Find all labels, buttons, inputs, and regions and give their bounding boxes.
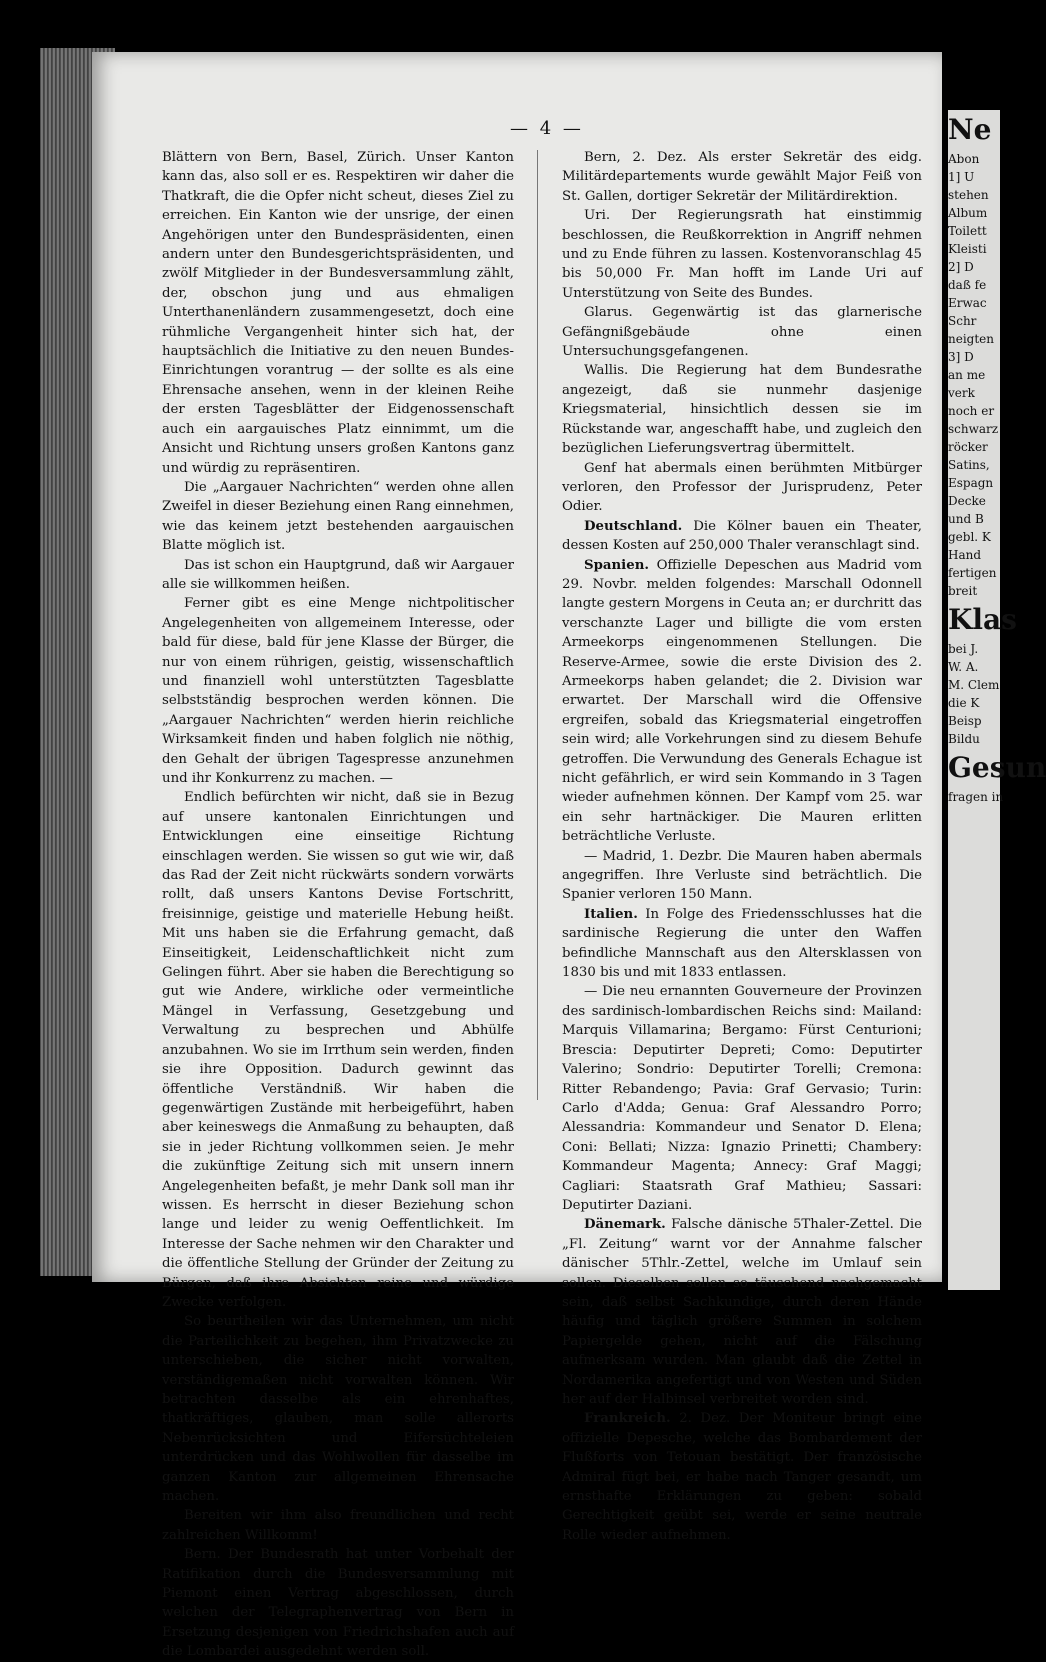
adjacent-line: Toilett xyxy=(948,224,987,238)
item-heading: Spanien. xyxy=(584,557,649,573)
adjacent-line: verk xyxy=(948,386,975,400)
item-heading: Italien. xyxy=(584,906,638,922)
adjacent-line: an me xyxy=(948,368,986,382)
column-divider xyxy=(537,150,538,1100)
item-text: Uri. Der Regierungsrath hat einstimmig beschlossen, die Reußkorrektion in Angriff nehmen und zu Ende führen zu lassen. Kostenvoranschlag 45 bis 50,000 Fr. Man hofft im Lande Uri auf Unterstützung von Seite des Bundes. xyxy=(562,208,922,301)
adjacent-line: noch er xyxy=(948,404,995,418)
adjacent-line: neigten xyxy=(948,332,995,346)
paragraph: Blättern von Bern, Basel, Zürich. Unser Kanton kann das, also soll er es. Respektiren wir daher die Thatkraft, die die Opfer nicht scheut, dieses Ziel zu erreichen. Ein Kanton wie der unsrige, der einen Angehörigen unter den Bundespräsidenten, einen andern unter den Bundesgerichtspräsidenten, und zwölf Mitglieder in der Bundesversammlung zählt, der, obschon jung und aus ehmaligen Unterthanenländern zusammengesetzt, doch eine rühmliche Vergangenheit hinter sich hat, der hauptsächlich die Initiative zu den neuen Bundes-Einrichtungen vorantrug — der sollte es als eine Ehrensache ansehen, wenn in der kleinen Reihe der ersten Tagesblätter der Eidgenossenschaft auch ein aargauisches Platz einnimmt, um die Ansicht und Richtung unsers großen Kantons ganz und würdig zu repräsentiren. xyxy=(162,150,514,476)
item-text: Die Kölner bauen ein Theater, dessen Kosten auf 250,000 Thaler veranschlagt sind. xyxy=(562,518,922,554)
item-heading: Deutschland. xyxy=(584,518,683,534)
adjacent-line: Hand xyxy=(948,548,982,562)
adjacent-line: Decke xyxy=(948,494,986,508)
adjacent-line: Ne xyxy=(948,113,992,146)
news-item xyxy=(562,1409,922,1545)
item-text: — Madrid, 1. Dezbr. Die Mauren haben abermals angegriffen. Ihre Verluste sind beträchtlich. Die Spanier verloren 150 Mann. xyxy=(562,848,922,903)
item-text: Bern, 2. Dez. Als erster Sekretär des eidg. Militärdepartements wurde gewählt Major Feiß von St. Gallen, dortiger Sekretär der Militärdirektion. xyxy=(562,150,922,204)
item-text: Genf hat abermals einen berühmten Mitbürger verloren, den Professor der Jurisprudenz, Peter Odier. xyxy=(562,460,922,515)
item-text: — Die neu ernannten Gouverneure der Provinzen des sardinisch-lombardischen Reichs sind: Mailand: Marquis Villamarina; Bergamo: Fürst Centurioni; Brescia: Deputirter Depreti; Como: Deputirter Valerino; Sondrio: Deputirter Torelli; Cremona: Ritter Rebandengo; Pavia: Graf Gervasio; Turin: Carlo d'Adda; Genua: Graf Alessandro Porro; Alessandria: Kommandeur und Senator D. Elena; Coni: Bellati; Nizza: Ignazio Prinetti; Chambery: Kommandeur Magenta; Annecy: Graf Maggi; Cagliari: Staatsrath Graf Mathieu; Sassari: Deputirter Daziani. xyxy=(562,984,922,1213)
adjacent-line: W. A. xyxy=(948,660,979,674)
news-item xyxy=(562,459,922,517)
adjacent-line: Kleisti xyxy=(948,242,987,256)
item-heading: Dänemark. xyxy=(584,1217,666,1233)
adjacent-line: röcker xyxy=(948,440,988,454)
item-text: 2. Dez. Der Moniteur bringt eine offizielle Depesche, welche das Bombardement der Flußforts von Tetouan bestätigt. Der französische Admiral fügt bei, er habe nach Tanger gesandt, um ernsthafte Erklärungen zu geben: sobald Gerechtigkeit geübt sei, werde er seine neutrale Rolle wieder aufnehmen. xyxy=(562,1411,922,1543)
news-item xyxy=(562,517,922,556)
adjacent-line: Beisp xyxy=(948,714,982,728)
adjacent-line: bei J. xyxy=(948,642,979,656)
adjacent-line: daß fe xyxy=(948,278,987,292)
news-item xyxy=(562,361,922,458)
news-item xyxy=(562,556,922,847)
adjacent-line: die K xyxy=(948,696,980,710)
paragraph: Ferner gibt es eine Menge nichtpolitischer Angelegenheiten von allgemeinem Interesse, oder bald für diese, bald für jene Klasse der Bürger, die nur von einem rührigen, geistig, wissenschaftlich und finanziell wohl unterstützten Tagesblatte selbstständig besprochen werden können. Die „Aargauer Nachrichten“ werden hierin reichliche Wirksamkeit finden und haben folglich nie nöthig, den Gehalt der übrigen Tagespresse anzunehmen und ihr Konkurrenz zu machen. — xyxy=(162,596,514,786)
adjacent-line: Abon xyxy=(948,152,980,166)
item-text: Glarus. Gegenwärtig ist das glarnerische Gefängnißgebäude ohne einen Untersuchungsgefangenen. xyxy=(562,305,922,360)
paragraph: Endlich befürchten wir nicht, daß sie in Bezug auf unsere kantonalen Einrichtungen und Entwicklungen eine einseitige Richtung einschlagen werden. Sie wissen so gut wie wir, daß das Rad der Zeit nicht rückwärts sondern vorwärts rollt, daß unsers Kantons Devise Fortschritt, freisinnige, geistige und materielle Hebung heißt. Mit uns haben sie die Erfahrung gemacht, daß Einseitigkeit, Leidenschaftlichkeit nicht zum Gelingen führt. Aber sie haben die Berechtigung so gut wie Andere, wirkliche oder vermeintliche Mängel in Verfassung, Gesetzgebung und Verwaltung zu besprechen und Abhülfe anzubahnen. Wo sie im Irrthum sein werden, finden sie ihre Opposition. Dadurch gewinnt das öffentliche Verständniß. Wir haben die gegenwärtigen Zustände mit herbeigeführt, haben aber keineswegs die Anmaßung zu behaupten, daß sie in jeder Richtung vollkommen seien. Je mehr die zukünftige Zeitung sich mit unsern innern Angelegenheiten befaßt, je mehr Dank soll man ihr wissen. Es herrscht in dieser Beziehung schon lange und leider zu wenig Oeffentlichkeit. Im Interesse der Sache nehmen wir den Charakter und die öffentliche Stellung der Gründer der Zeitung zu Bürgen, daß ihre Absichten reine und würdige Zwecke verfolgen. xyxy=(162,790,514,1310)
adjacent-line: und B xyxy=(948,512,984,526)
news-item xyxy=(562,1215,922,1409)
adjacent-line: Erwac xyxy=(948,296,987,310)
item-heading: Frankreich. xyxy=(584,1411,671,1427)
adjacent-line: breit xyxy=(948,584,978,598)
adjacent-line: schwarz xyxy=(948,422,999,436)
adjacent-line: 1] U xyxy=(948,170,975,184)
news-item xyxy=(562,847,922,905)
left-column xyxy=(162,148,514,1662)
item-text: In Folge des Friedensschlusses hat die sardinische Regierung die unter den Waffen befindliche Mannschaft aus den Altersklassen von 1830 bis und mit 1833 entlassen. xyxy=(562,906,922,981)
news-item xyxy=(562,905,922,983)
adjacent-line: Album xyxy=(948,206,988,220)
adjacent-line: Espagn xyxy=(948,476,994,490)
item-text: Offizielle Depeschen aus Madrid vom 29. Novbr. melden folgendes: Marschall Odonnell langte gestern Morgens in Ceuta an; er durchritt das verschanzte Lager und billigte die vom ersten Armeekorps eingenommenen Stellungen. Die Reserve-Armee, sowie die erste Division des 2. Armeekorps haben gelandet; die 2. Division war erwartet. Der Marschall wird die Offensive ergreifen, sobald das Kriegsmaterial eingetroffen sein wird; alle Vorkehrungen sind zu diesem Behufe getroffen. Die Verwundung des Generals Echague ist nicht gefährlich, er wird sein Kommando in 3 Tagen wieder aufnehmen können. Der Kampf vom 25. war ein sehr hartnäckiger. Die Mauren erlitten beträchtliche Verluste. xyxy=(562,557,922,845)
news-item xyxy=(562,303,922,361)
adjacent-page-fragment xyxy=(948,110,1046,1290)
adjacent-line: fertigen xyxy=(948,566,997,580)
right-column xyxy=(562,148,922,1545)
adjacent-line: Klas xyxy=(948,603,1017,636)
news-item xyxy=(562,206,922,303)
paragraph: Die „Aargauer Nachrichten“ werden ohne allen Zweifel in dieser Beziehung einen Rang einnehmen, wie das keinem jetzt bestehenden aargauischen Blatte möglich ist. xyxy=(162,479,515,554)
page-number: — 4 — xyxy=(510,118,584,139)
item-text: Falsche dänische 5Thaler-Zettel. Die „Fl. Zeitung“ warnt vor der Annahme falscher dänischer 5Thlr.-Zettel, welche im Umlauf sein sollen. Dieselben sollen so täuschend nachgemacht sein, daß selbst Sachkundige, durch deren Hände häufig und täglich größere Summen in solchem Papiergelde gehen, nicht auf die Fälschung aufmerksam wurden. Man glaubt daß die Zettel in Nordamerika angefertigt und von Westen und Süden her auf der Halbinsel verbreitet worden sind. xyxy=(562,1217,922,1407)
adjacent-line: Satins, xyxy=(948,458,990,472)
paragraph: Bern. Der Bundesrath hat unter Vorbehalt der Ratifikation durch die Bundesversammlung mit Piemont einen Vertrag abgeschlossen, durch welchen der Telegraphenvertrag von Bern in Ersetzung desjenigen von Friedrichshafen auch auf die Lombardei ausgedehnt werden soll. xyxy=(162,1547,514,1660)
adjacent-line: Gesun xyxy=(948,751,1046,784)
adjacent-line: 2] D xyxy=(948,260,974,274)
adjacent-line: M. Clem xyxy=(948,678,1000,692)
paragraph: So beurtheilen wir das Unternehmen, um nicht die Parteilichkeit zu begehen, ihm Privatzwecke zu unterschieben, die sicher nicht vorwalten, verständigemaßen nicht vorwalten können. Wir betrachten dasselbe als ein ehrenhaftes, thatkräftiges, glauben, man solle allerorts Nebenrücksichten und Eifersüchteleien unterdrücken und das Wohlwollen für dasselbe im ganzen Kanton zur allgemeinen Ehrensache machen. xyxy=(162,1314,514,1505)
paragraph: Das ist schon ein Hauptgrund, daß wir Aargauer alle sie willkommen heißen. xyxy=(162,557,514,592)
adjacent-line: gebl. K xyxy=(948,530,991,544)
news-item xyxy=(562,148,922,206)
adjacent-line: stehen xyxy=(948,188,989,202)
adjacent-line: 3] D xyxy=(948,350,974,364)
item-text: Wallis. Die Regierung hat dem Bundesrathe angezeigt, daß sie nunmehr dasjenige Kriegsmaterial, hinsichtlich dessen sie im Rückstande war, angeschafft habe, und zugleich den bezüglichen Lieferungsvertrag übermittelt. xyxy=(562,363,922,457)
paragraph: Bereiten wir ihm also freundlichen und recht zahlreichen Willkomm! xyxy=(162,1508,514,1543)
adjacent-line: Schr xyxy=(948,314,977,328)
adjacent-line: fragen in xyxy=(948,790,1004,804)
adjacent-line: Bildu xyxy=(948,732,980,746)
news-item xyxy=(562,982,922,1215)
